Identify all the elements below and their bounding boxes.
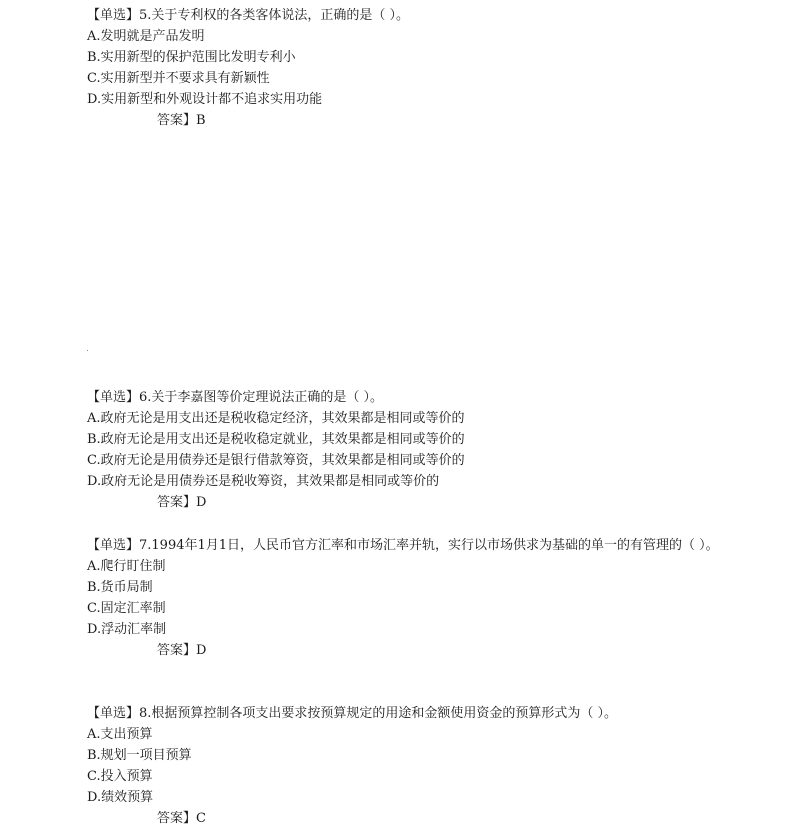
answer-line: 答案】C — [157, 811, 206, 826]
option-d: D.浮动汇率制 — [87, 622, 167, 637]
answer-line: 答案】D — [157, 643, 207, 658]
question-5 — [87, 5, 727, 131]
question-stem: 【单选】6.关于李嘉图等价定理说法正确的是（ ）。 — [87, 390, 384, 405]
option-b: B.货币局制 — [87, 580, 153, 595]
question-7 — [87, 535, 727, 661]
option-a: A.发明就是产品发明 — [87, 29, 205, 44]
answer-line: 答案】B — [157, 113, 206, 128]
option-a: A.爬行盯住制 — [87, 559, 166, 574]
question-stem: 【单选】8.根据预算控制各项支出要求按预算规定的用途和金额使用资金的预算形式为（ ）。 — [87, 706, 618, 721]
option-d: D.绩效预算 — [87, 790, 154, 805]
question-6 — [87, 387, 727, 513]
stray-dot — [87, 350, 88, 351]
option-b: B.政府无论是用支出还是税收稳定就业，其效果都是相同或等价的 — [87, 432, 465, 447]
option-a: A.政府无论是用支出还是税收稳定经济，其效果都是相同或等价的 — [87, 411, 465, 426]
option-c: C.政府无论是用债券还是银行借款筹资，其效果都是相同或等价的 — [87, 453, 465, 468]
option-b: B.规划一项目预算 — [87, 748, 192, 763]
option-c: C.实用新型并不要求具有新颖性 — [87, 71, 270, 86]
answer-line: 答案】D — [157, 495, 207, 510]
option-c: C.投入预算 — [87, 769, 153, 784]
question-8 — [87, 703, 727, 829]
option-a: A.支出预算 — [87, 727, 153, 742]
option-b: B.实用新型的保护范围比发明专利小 — [87, 50, 296, 65]
option-d: D.实用新型和外观设计都不追求实用功能 — [87, 92, 323, 107]
option-c: C.固定汇率制 — [87, 601, 166, 616]
question-stem: 【单选】7.1994年1月1日，人民币官方汇率和市场汇率并轨，实行以市场供求为基础的单一的有管理的（ ）。 — [87, 538, 719, 553]
question-stem: 【单选】5.关于专利权的各类客体说法，正确的是（ ）。 — [87, 8, 410, 23]
option-d: D.政府无论是用债券还是税收筹资，其效果都是相同或等价的 — [87, 474, 440, 489]
